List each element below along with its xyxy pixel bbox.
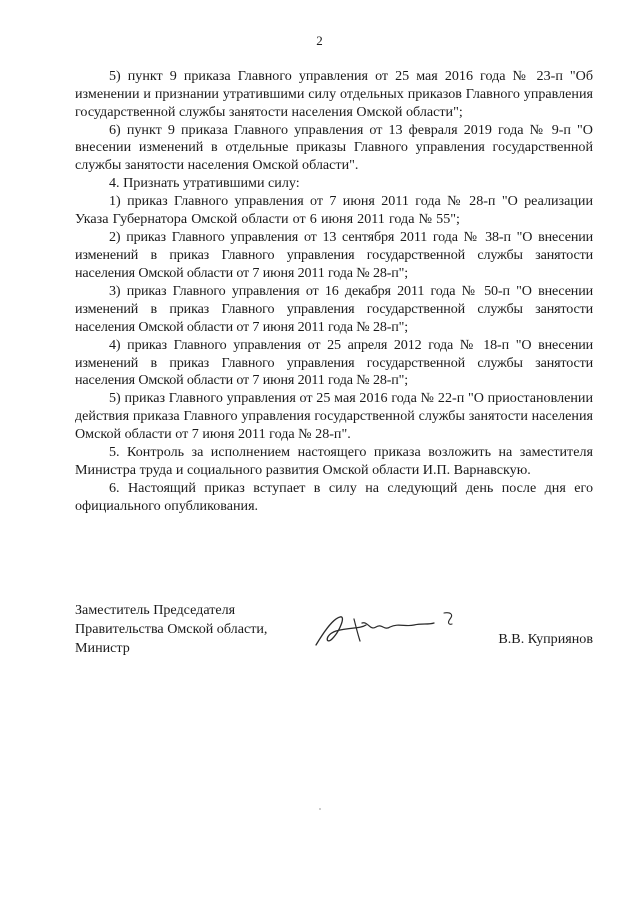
paragraph-repeal-2: 2) приказ Главного управления от 13 сентября 2011 года № 38-п "О внесении изменений в приказ Главного управления государственной службы занятости населения Омской области от 7 июня 2011 года № 28-п";	[75, 229, 593, 281]
paragraph-section-4: 4. Признать утратившими силу:	[109, 175, 300, 192]
page-number: 2	[316, 33, 323, 48]
handwritten-signature	[310, 605, 460, 655]
paragraph-repeal-3: 3) приказ Главного управления от 16 декабря 2011 года № 50-п "О внесении изменений в приказ Главного управления государственной службы занятости населения Омской области от 7 июня 2011 года № 28-п";	[75, 283, 593, 335]
signatory-position-line-3: Министр	[75, 640, 130, 656]
signature-block	[75, 601, 593, 661]
scan-speck	[319, 808, 321, 810]
paragraph-repeal-5: 5) приказ Главного управления от 25 мая 2016 года № 22-п "О приостановлении действия приказа Главного управления государственной службы занятости населения Омской области от 7 июня 2011 года № 28-п".	[75, 390, 593, 443]
paragraph-section-6: 6. Настоящий приказ вступает в силу на следующий день после дня его официального опубликования.	[75, 480, 593, 514]
paragraph-repeal-4: 4) приказ Главного управления от 25 апреля 2012 года № 18-п "О внесении изменений в приказ Главного управления государственной службы занятости населения Омской области от 7 июня 2011 года № 28-п";	[75, 336, 593, 389]
document-body	[75, 68, 593, 516]
paragraph-item-5: 5) пункт 9 приказа Главного управления от 25 мая 2016 года № 23-п "Об изменении и признании утратившими силу отдельных приказов Главного управления государственной службы занятости населения Омской области";	[75, 68, 593, 120]
signatory-name: В.В. Куприянов	[498, 631, 593, 647]
signatory-position-line-2: Правительства Омской области,	[75, 621, 268, 637]
paragraph-section-5: 5. Контроль за исполнением настоящего приказа возложить на заместителя Министра труда и социального развития Омской области И.П. Варнавскую.	[75, 444, 593, 478]
signatory-position-line-1: Заместитель Председателя	[75, 602, 236, 618]
paragraph-repeal-1: 1) приказ Главного управления от 7 июня 2011 года № 28-п "О реализации Указа Губернатора Омской области от 6 июня 2011 года № 55";	[75, 193, 593, 228]
paragraph-item-6: 6) пункт 9 приказа Главного управления от 13 февраля 2019 года № 9-п "О внесении изменений в отдельные приказы Главного управления государственной службы занятости населения Омской области".	[75, 121, 593, 174]
